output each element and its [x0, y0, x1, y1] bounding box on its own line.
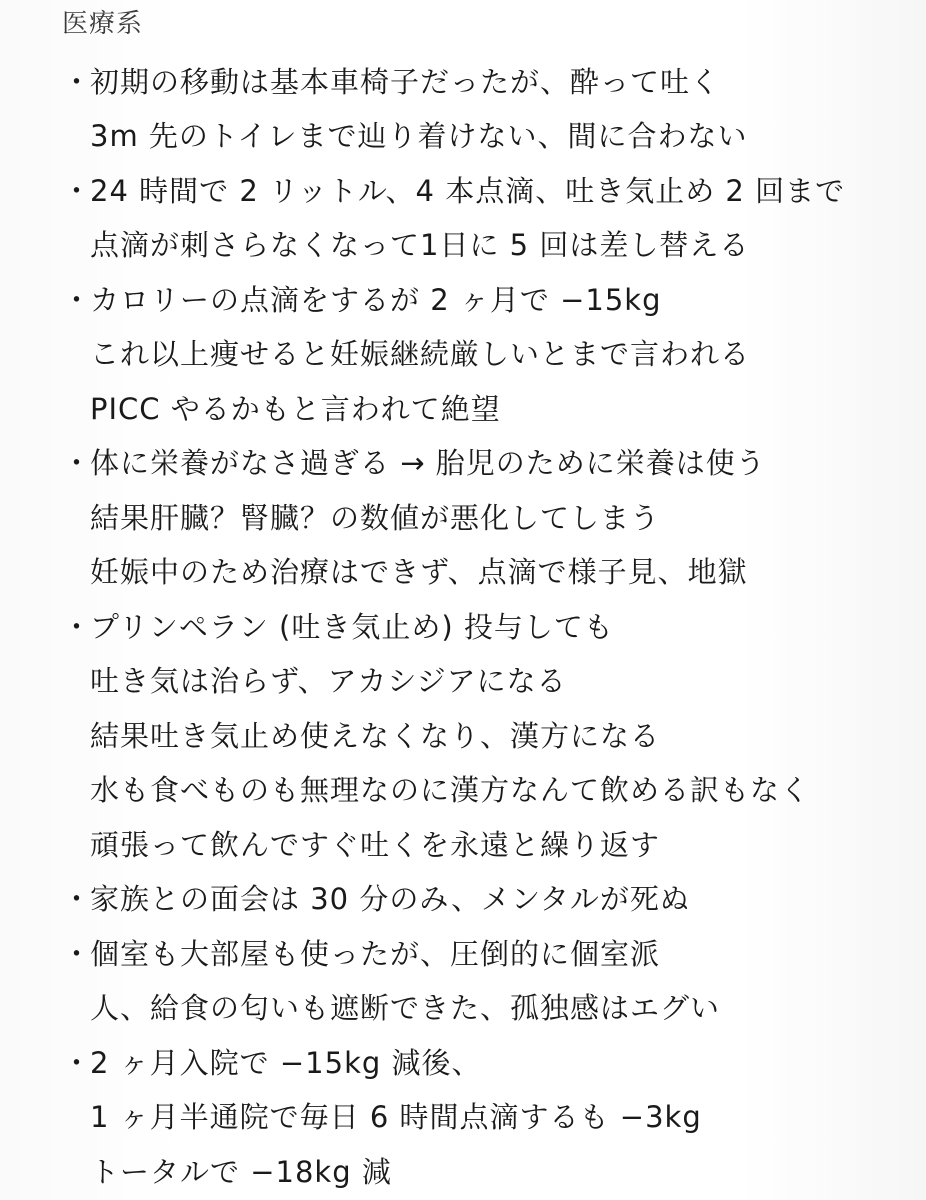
bullet-marker: ・: [62, 609, 93, 644]
line-text: PICC やるかもと言われて絶望: [90, 391, 501, 426]
line-text: これ以上痩せると妊娠継続厳しいとまで言われる: [90, 337, 751, 372]
line-text: 体に栄養がなさ過ぎる → 胎児のために栄養は使う: [90, 446, 766, 481]
bullet-marker: ・: [62, 64, 93, 99]
bullet-marker: ・: [62, 882, 93, 917]
line-text: 3m 先のトイレまで辿り着けない、間に合わない: [90, 119, 748, 154]
line-text: 初期の移動は基本車椅子だったが、酔って吐く: [90, 64, 721, 99]
bullet-line: [62, 1034, 922, 1089]
line-text: 点滴が刺さらなくなって1日に 5 回は差し替える: [90, 228, 750, 263]
continuation-line: [62, 762, 922, 817]
bullet-line: [62, 598, 922, 653]
line-text: 妊娠中のため治療はできず、点滴で様子見、地獄: [90, 555, 748, 590]
bullet-line: [62, 435, 922, 490]
line-text: 水も食べものも無理なのに漢方なんて飲める訳もなく: [90, 773, 811, 808]
line-text: 家族との面会は 30 分のみ、メンタルが死ぬ: [90, 882, 690, 917]
continuation-line: [62, 544, 922, 599]
line-text: カロリーの点滴をするが 2 ヶ月で −15kg: [90, 282, 662, 317]
bullet-marker: ・: [62, 446, 93, 481]
note-lines: [62, 53, 922, 1198]
continuation-line: [62, 326, 922, 381]
line-text: プリンペラン (吐き気止め) 投与しても: [90, 609, 614, 644]
continuation-line: [62, 816, 922, 871]
line-text: 結果肝臓？腎臓？の数値が悪化してしまう: [90, 500, 661, 535]
bullet-marker: ・: [62, 282, 93, 317]
line-text: 頑張って飲んですぐ吐くを永遠と繰り返す: [90, 827, 661, 862]
bullet-marker: ・: [62, 173, 93, 208]
bullet-line: [62, 925, 922, 980]
bullet-line: [62, 162, 922, 217]
continuation-line: [62, 489, 922, 544]
continuation-line: [62, 653, 922, 708]
continuation-line: [62, 380, 922, 435]
note-heading: 医療系: [62, 9, 144, 39]
continuation-line: [62, 1089, 922, 1144]
bullet-line: [62, 871, 922, 926]
line-text: 結果吐き気止め使えなくなり、漢方になる: [90, 718, 661, 753]
line-text: 24 時間で 2 リットル、4 本点滴、吐き気止め 2 回まで: [90, 173, 846, 208]
line-text: 吐き気は治らず、アカシジアになる: [90, 664, 567, 699]
bullet-line: [62, 271, 922, 326]
bullet-line: [62, 53, 922, 108]
line-text: 個室も大部屋も使ったが、圧倒的に個室派: [90, 936, 661, 971]
bullet-marker: ・: [62, 1045, 93, 1080]
continuation-line: [62, 217, 922, 272]
bullet-marker: ・: [62, 936, 93, 971]
continuation-line: [62, 980, 922, 1035]
continuation-line: [62, 1143, 922, 1198]
line-text: 人、給食の匂いも遮断できた、孤独感はエグい: [90, 991, 721, 1026]
line-text: 1 ヶ月半通院で毎日 6 時間点滴するも −3kg: [90, 1100, 702, 1135]
continuation-line: [62, 108, 922, 163]
line-text: 2 ヶ月入院で −15kg 減後、: [90, 1045, 482, 1080]
continuation-line: [62, 707, 922, 762]
line-text: トータルで −18kg 減: [90, 1154, 392, 1189]
